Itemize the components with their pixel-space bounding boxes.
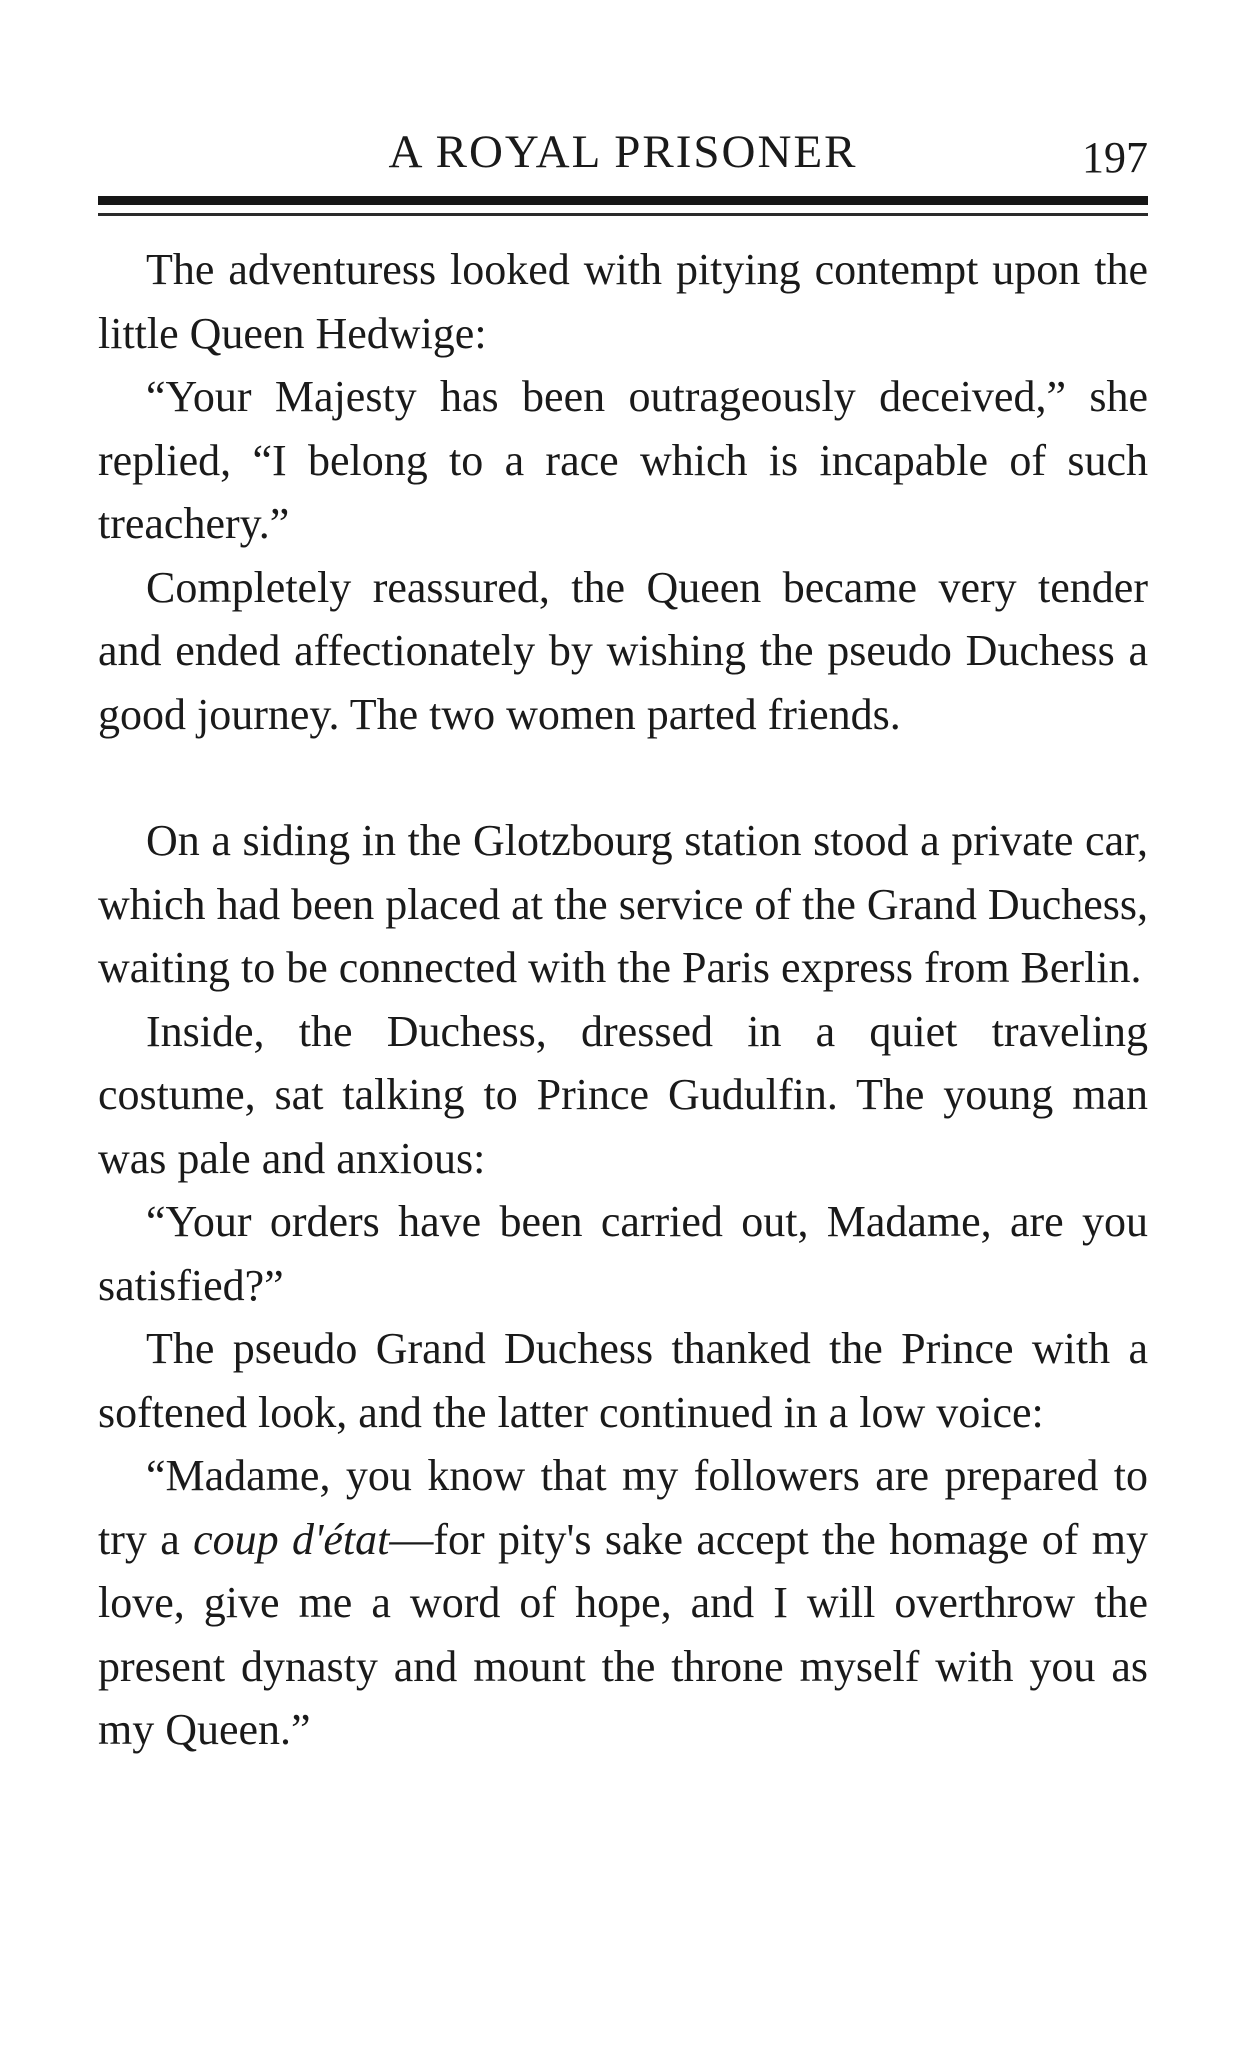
section-break: [98, 746, 1148, 809]
paragraph: The adventuress looked with pitying contempt upon the little Queen Hedwige:: [98, 245, 1148, 358]
paragraph: Completely reassured, the Queen became very tender and ended affectionately by wishing the pseudo Duchess a good journey. The two women parted friends.: [98, 562, 1148, 739]
paragraph: [98, 1444, 1148, 1762]
paragraph: “Your orders have been carried out, Madame, are you satisfied?”: [98, 1197, 1148, 1310]
italic-phrase: coup d'état: [193, 1514, 390, 1564]
page-number: 197: [1082, 133, 1148, 182]
body-text: [98, 238, 1148, 1762]
running-head: [98, 122, 1148, 182]
text-run: “Madame, you know that my followers are prepared to try a: [98, 1451, 1148, 1564]
paragraph: “Your Majesty has been outrageously deceived,” she replied, “I belong to a race which is incapable of such treachery.”: [98, 372, 1148, 548]
paragraph: The pseudo Grand Duchess thanked the Prince with a softened look, and the latter continued in a low voice:: [98, 1324, 1148, 1437]
header-rule-thin: [98, 213, 1148, 216]
paragraph: On a siding in the Glotzbourg station stood a private car, which had been placed at the service of the Grand Duchess, waiting to be connected with the Paris express from Berlin.: [98, 816, 1148, 992]
text-run: —for pity's sake accept the homage of my love, give me a word of hope, and I will overthrow the present dynasty and mount the throne myself with you as my Queen.”: [98, 1514, 1148, 1754]
running-title: A ROYAL PRISONER: [388, 126, 858, 178]
paragraph: Inside, the Duchess, dressed in a quiet traveling costume, sat talking to Prince Gudulfin. The young man was pale and anxious:: [98, 1006, 1148, 1183]
header-rule-thick: [98, 196, 1148, 205]
